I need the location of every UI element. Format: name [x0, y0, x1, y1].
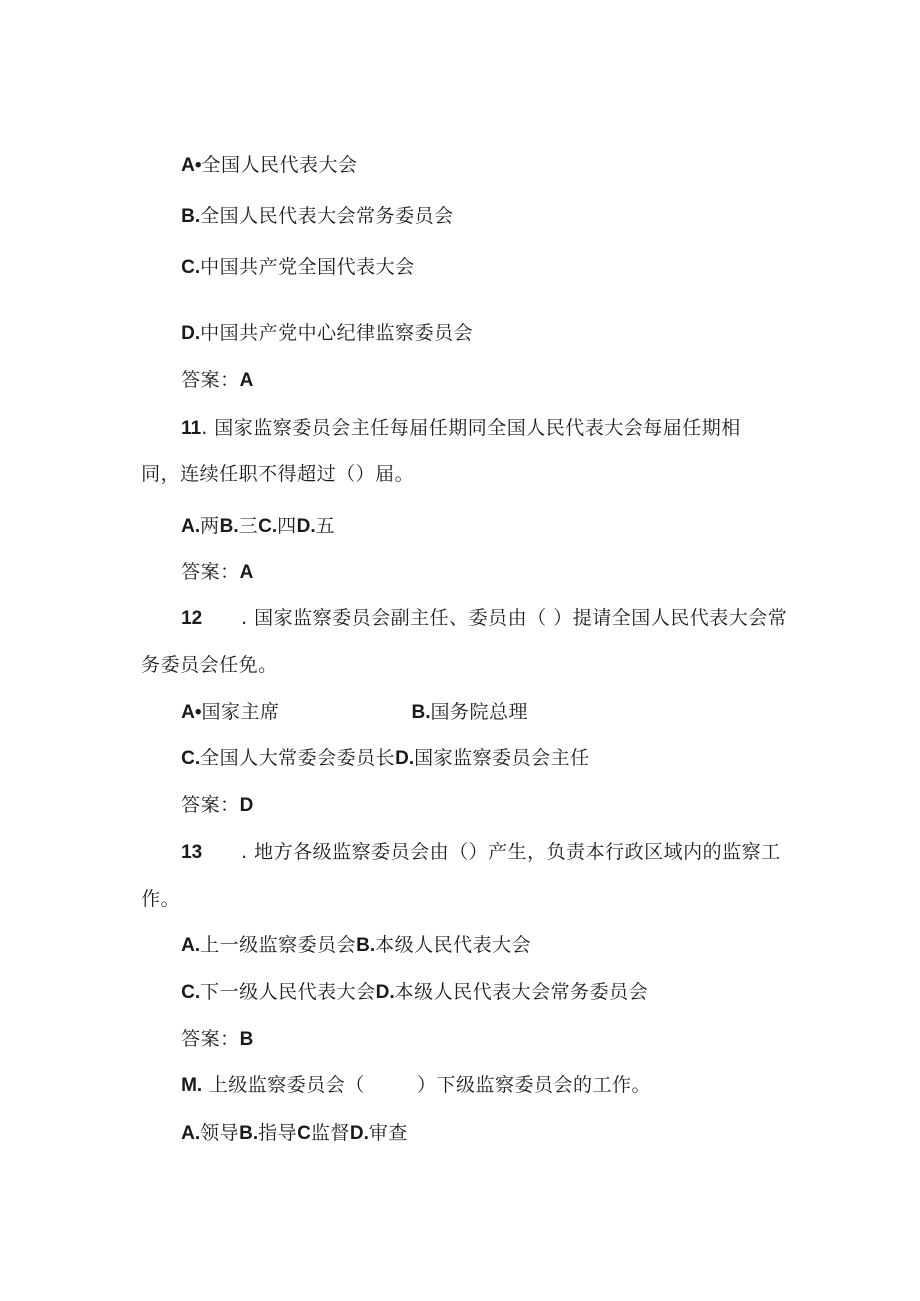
option-text: 五: [315, 515, 336, 537]
option-text: 四: [277, 515, 297, 537]
question-text: 上级监察委员会（ ）下级监察委员会的工作。: [202, 1074, 652, 1096]
option-text: 本级人民代表大会常务委员会: [394, 981, 649, 1003]
option-letter: D.: [375, 982, 395, 1003]
option-letter: A.: [181, 516, 201, 537]
question-12-options-cd: [168, 722, 590, 771]
option-letter: D.: [395, 748, 415, 769]
option-letter: B.: [181, 206, 201, 227]
option-text: 下一级人民代表大会: [200, 981, 376, 1003]
answer-line: [168, 536, 253, 585]
option-letter: C: [297, 1123, 311, 1144]
option-text: 审查: [368, 1122, 408, 1144]
option-letter: C.: [181, 748, 201, 769]
question-number: 12: [181, 608, 203, 629]
option-text: 国家主席: [201, 701, 280, 723]
answer-value: A: [239, 562, 254, 583]
option-text: 中国共产党中心纪律监察委员会: [200, 322, 474, 344]
question-number: M.: [181, 1075, 203, 1096]
question-text: 务委员会任免。: [141, 654, 278, 676]
option-text: 国务院总理: [430, 701, 528, 723]
answer-label: 答案：: [181, 794, 240, 816]
answer-value: A: [239, 370, 254, 391]
option-b: [168, 180, 454, 229]
option-text: 本级人民代表大会: [375, 934, 532, 956]
option-letter: C.: [181, 982, 201, 1003]
option-text: 三: [238, 515, 259, 537]
question-12-line1: [168, 582, 787, 631]
option-text: 中国共产党全国代表大会: [200, 256, 415, 278]
option-letter: C.: [181, 257, 201, 278]
answer-line: [168, 344, 253, 393]
option-text: 领导: [200, 1122, 240, 1144]
option-text: 上一级监察委员会: [200, 934, 357, 956]
option-letter: B.: [411, 702, 431, 723]
answer-value: D: [239, 795, 254, 816]
option-text: 监督: [310, 1122, 350, 1144]
question-12-options-ab: [168, 676, 528, 725]
answer-label: 答案：: [181, 369, 240, 391]
option-letter: A•: [181, 702, 202, 723]
option-letter: A•: [181, 155, 202, 176]
option-a: [168, 129, 357, 178]
question-13-options-cd: [168, 956, 648, 1005]
option-text: 全国人民代表大会常务委员会: [200, 205, 454, 227]
answer-label: 答案：: [181, 561, 240, 583]
question-text: . 国家监察委员会副主任、委员由（ ）提请全国人民代表大会常: [241, 607, 788, 629]
option-letter: B.: [239, 1123, 259, 1144]
answer-label: 答案：: [181, 1028, 240, 1050]
option-letter: D.: [181, 323, 201, 344]
question-text: 作。: [141, 888, 181, 910]
option-text: 国家监察委员会主任: [414, 747, 590, 769]
question-text: 同，连续任职不得超过（）届。: [141, 463, 415, 485]
option-text: 指导: [258, 1122, 298, 1144]
option-d: [168, 297, 473, 346]
question-11-line1: [168, 392, 741, 441]
option-letter: B.: [219, 516, 239, 537]
question-13-line1: [168, 816, 781, 865]
question-11-line2: [128, 438, 414, 486]
answer-line: [168, 1003, 253, 1052]
option-text: 全国人大常委会委员长: [200, 747, 396, 769]
question-text: . 国家监察委员会主任每届任期同全国人民代表大会每届任期相: [201, 417, 741, 439]
option-letter: D.: [349, 1123, 369, 1144]
option-letter: A.: [181, 1123, 201, 1144]
question-number: 11: [181, 418, 202, 439]
question-13-options-ab: [168, 909, 531, 958]
option-text: 全国人民代表大会: [201, 154, 358, 176]
option-letter: A.: [181, 935, 201, 956]
question-13-line2: [128, 863, 180, 911]
answer-line: [168, 769, 253, 818]
option-text: 两: [200, 515, 220, 537]
question-14-line1: [168, 1049, 651, 1098]
option-letter: B.: [356, 935, 376, 956]
question-11-options: [168, 490, 335, 539]
question-12-line2: [128, 629, 278, 677]
question-14-options: [168, 1097, 408, 1146]
answer-value: B: [239, 1029, 254, 1050]
question-number: 13: [181, 842, 203, 863]
option-c: [168, 231, 415, 280]
option-letter: C.: [258, 516, 278, 537]
option-letter: D.: [296, 516, 316, 537]
question-text: . 地方各级监察委员会由（）产生，负责本行政区域内的监察工: [241, 841, 781, 863]
